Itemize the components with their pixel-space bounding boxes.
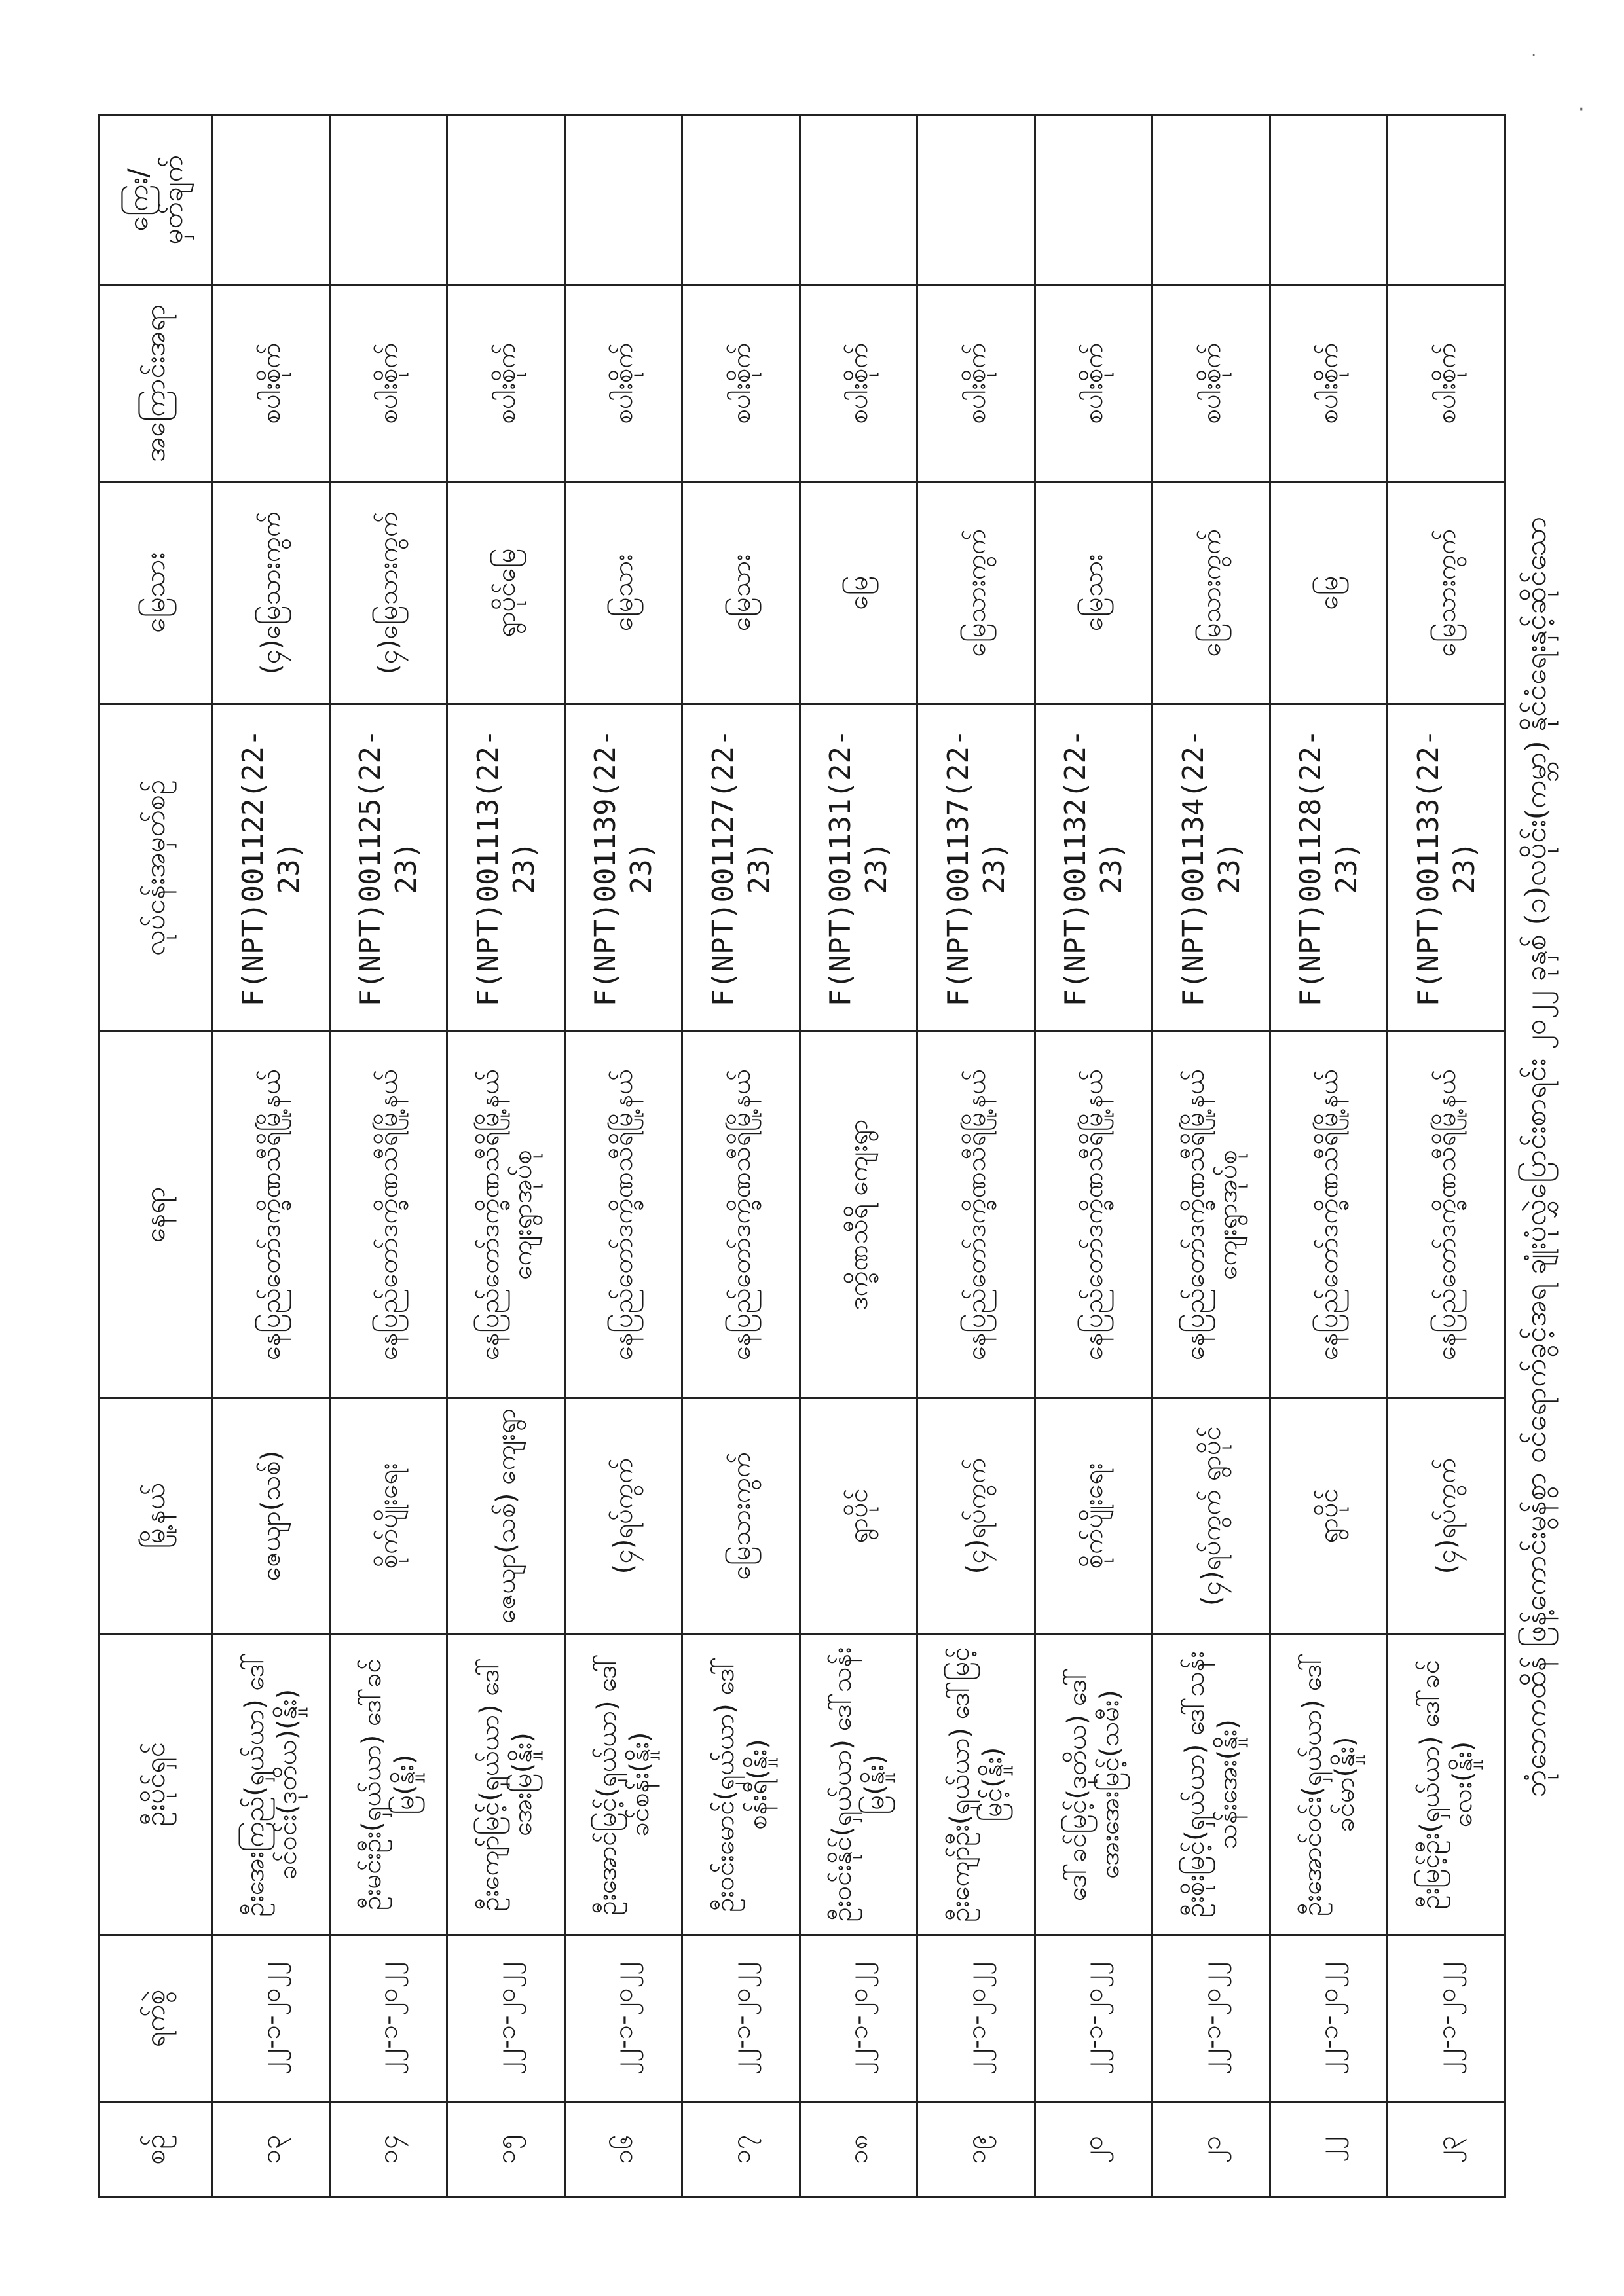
cell-land-type: မြေသား — [682, 482, 800, 704]
cell-no: ၂၃ — [1388, 2102, 1505, 2197]
cell-location: နေပြည်တော်ဒက္ခိဏသီရိမြို့နယ် ကျေးရွာအုပ်စု — [1153, 1032, 1270, 1398]
cell-no: ၁၅ — [447, 2102, 565, 2197]
cell-land-type: မြေသားကွက် — [917, 482, 1035, 704]
table-row — [917, 115, 1035, 2197]
cell-date: ၂၂-၁-၂၀၂၂ — [1035, 1935, 1153, 2102]
cell-township: ဇေယျာ(သစ်) ကျေးရွာ — [447, 1398, 565, 1634]
cell-category: စပါးစိုက် — [917, 285, 1035, 482]
cell-owner: ဦးမြင့်ဦး(ရှယ်ယာ) ဒေါ်ခင်လေး(နှိုး) — [1388, 1634, 1505, 1935]
cell-remark — [564, 115, 682, 285]
table-row — [329, 115, 447, 2197]
cell-no: ၁၉ — [917, 2102, 1035, 2197]
cell-reg-id: F(NPT)001137(22-23) — [917, 704, 1035, 1032]
cell-category: စပါးစိုက် — [564, 285, 682, 482]
cell-township: (၄)ရပ်ကွက် — [1388, 1398, 1505, 1634]
cell-land-type: မြေသား — [564, 482, 682, 704]
cell-land-type: (၄)မြေသားကွက် — [329, 482, 447, 704]
register-table — [98, 114, 1506, 2198]
cell-category: စပါးစိုက် — [1388, 285, 1505, 482]
cell-township: မြေသားကွက် — [682, 1398, 800, 1634]
cell-reg-id: F(NPT)001113(22-23) — [447, 704, 565, 1032]
header-land-type: မြေသား — [100, 482, 212, 704]
cell-land-type: မြေသားကွက် — [1153, 482, 1270, 704]
cell-category: စပါးစိုက် — [212, 285, 330, 482]
cell-owner: ဦးမင်းဦး(ရှယ်ယာ) ဒေါ်ခင်မြ(နှိုး) — [329, 1634, 447, 1935]
cell-no: ၂၀ — [1035, 2102, 1153, 2197]
cell-owner: ဦးအောင်ဝင်း(ရှယ်ယာ) ဒေါ်ခင်မာ(နှိုး) — [1270, 1634, 1388, 1935]
cell-reg-id: F(NPT)001131(22-23) — [800, 704, 917, 1032]
table-row — [1270, 115, 1388, 2197]
cell-remark — [447, 115, 565, 285]
cell-remark — [1035, 115, 1153, 285]
cell-remark — [682, 115, 800, 285]
cell-township: ရွာပိုင် — [800, 1398, 917, 1634]
cell-reg-id: F(NPT)001139(22-23) — [564, 704, 682, 1032]
cell-date: ၂၂-၁-၂၀၂၂ — [682, 1935, 800, 2102]
cell-location: နေပြည်တော်ဒက္ခိဏသီရိမြို့နယ် — [564, 1032, 682, 1398]
cell-category: စပါးစိုက် — [682, 285, 800, 482]
header-township: မြို့နယ် — [100, 1398, 212, 1634]
cell-remark — [1153, 115, 1270, 285]
cell-location: နေပြည်တော်ဒက္ခိဏသီရိမြို့နယ် — [1035, 1032, 1153, 1398]
cell-date: ၂၂-၁-၂၀၂၂ — [917, 1935, 1035, 2102]
scan-speck: · — [1531, 46, 1537, 65]
table-row — [1153, 115, 1270, 2197]
cell-owner: ဦးအေးကြည်(ရှယ်ယာ) ဒေါ်ခင်ဝင်း(ဒုတိယ)(နှိုး) — [212, 1634, 330, 1935]
cell-no: ၁၃ — [212, 2102, 330, 2197]
cell-owner: ဦးဝင်းမောင်(ရှယ်ယာ) ဒေါ်စန်းရီ(နှိုး) — [682, 1634, 800, 1935]
cell-date: ၂၂-၁-၂၀၂၂ — [447, 1935, 565, 2102]
cell-category: စပါးစိုက် — [800, 285, 917, 482]
cell-location: နေပြည်တော်ဒက္ခိဏသီရိမြို့နယ် ကျေးရွာအုပ်စု — [447, 1032, 565, 1398]
cell-location: နေပြည်တော်ဒက္ခိဏသီရိမြို့နယ် — [682, 1032, 800, 1398]
cell-township: စိုက်ပျိုးရေး — [1035, 1398, 1153, 1634]
cell-land-type: ရွာပိုင်မြေ — [447, 482, 565, 704]
cell-owner: ဦးစိုးမြင့်(ရှယ်ယာ) ဒေါ်သန်းသန်းအေး(နှိုး) — [1153, 1634, 1270, 1935]
cell-owner: ဦးကျော်မြင့်(ရှယ်ယာ) ဒေါ်အေးမြ(နှိုး) — [447, 1634, 565, 1935]
cell-reg-id: F(NPT)001127(22-23) — [682, 704, 800, 1032]
cell-remark — [212, 115, 330, 285]
cell-no: ၁၇ — [682, 2102, 800, 2197]
cell-land-type: မြေသား — [1035, 482, 1153, 704]
cell-owner: ဦးဝင်းနိုင်(ရှယ်ယာ) ဒေါ်သန်းမြ(နှိုး) — [800, 1634, 917, 1935]
cell-date: ၂၂-၁-၂၀၂၂ — [329, 1935, 447, 2102]
header-no: စဉ် — [100, 2102, 212, 2197]
header-category: အကြောင်းအရာ — [100, 285, 212, 482]
table-row — [447, 115, 565, 2197]
cell-township: စိုက်ပျိုးရေး — [329, 1398, 447, 1634]
cell-remark — [1388, 115, 1505, 285]
cell-no: ၁၈ — [800, 2102, 917, 2197]
cell-township: ရွာပိုင် — [1270, 1398, 1388, 1634]
cell-category: စပါးစိုက် — [1153, 285, 1270, 482]
header-owner: ဦးပိုင်ရှင် — [100, 1634, 212, 1935]
scan-speck: · — [1578, 98, 1585, 121]
cell-category: စပါးစိုက် — [1270, 285, 1388, 482]
cell-no: ၁၄ — [329, 2102, 447, 2197]
cell-reg-id: F(NPT)001132(22-23) — [1035, 704, 1153, 1032]
cell-land-type: မြေသားကွက် — [1388, 482, 1505, 704]
cell-category: စပါးစိုက် — [447, 285, 565, 482]
cell-category: စပါးစိုက် — [1035, 285, 1153, 482]
header-row — [100, 115, 212, 2197]
document-title: ဘုံဘေကထိန် ဖြန့်ကောင်းမွန်စွာ ဝင်ရောက်ခွင့်အရ ချုံးပုံလွှဲပြောင်းစာရင်း ၂၀၂၂ ခုနှစ် (၁)လပိုင်း(ကမ္ဘာ) နိုင်ငံရေးနှင့်ဆိုင်သော — [1519, 516, 1553, 1798]
cell-reg-id: F(NPT)001128(22-23) — [1270, 704, 1388, 1032]
header-reg-id: လုပ်ငန်းအမှတ်စဉ် — [100, 704, 212, 1032]
cell-no: ၁၆ — [564, 2102, 682, 2197]
cell-owner: ဒေါ်ခင်မြင့်(ဒုတိယ) ဒေါ်အေးအေးမြင့်(သမီး) — [1035, 1634, 1153, 1935]
cell-date: ၂၂-၁-၂၀၂၂ — [212, 1935, 330, 2102]
cell-remark — [800, 115, 917, 285]
cell-date: ၂၂-၁-၂၀၂၂ — [1270, 1935, 1388, 2102]
cell-remark — [917, 115, 1035, 285]
table-row — [1035, 115, 1153, 2197]
cell-reg-id: F(NPT)001122(22-23) — [212, 704, 330, 1032]
header-remark: ကြေး/မှတ်ချက် — [100, 115, 212, 285]
cell-location: နေပြည်တော်ဒက္ခိဏသီရိမြို့နယ် — [1270, 1032, 1388, 1398]
cell-date: ၂၂-၁-၂၀၂၂ — [1153, 1935, 1270, 2102]
cell-reg-id: F(NPT)001125(22-23) — [329, 704, 447, 1032]
cell-township: (၄)ရပ်ကွက် — [564, 1398, 682, 1634]
cell-date: ၂၂-၁-၂၀၂၂ — [1388, 1935, 1505, 2102]
cell-land-type: မြေ — [800, 482, 917, 704]
table-row — [682, 115, 800, 2197]
table-row — [212, 115, 330, 2197]
cell-no: ၂၁ — [1153, 2102, 1270, 2197]
cell-no: ၂၂ — [1270, 2102, 1388, 2197]
cell-location: ဒက္ခိဏသီရိ ကျေးရွာ — [800, 1032, 917, 1398]
cell-owner: ဦးကျော်ဦး(ရှယ်ယာ) ဒေါ်မြင့်မြင့်(နှိုး) — [917, 1634, 1035, 1935]
cell-location: နေပြည်တော်ဒက္ခိဏသီရိမြို့နယ် — [329, 1032, 447, 1398]
cell-township: (၄)ရပ်ကွက် ရွာပိုင် — [1153, 1398, 1270, 1634]
table-row — [564, 115, 682, 2197]
header-location: နေရာ — [100, 1032, 212, 1398]
cell-date: ၂၂-၁-၂၀၂၂ — [564, 1935, 682, 2102]
cell-remark — [329, 115, 447, 285]
cell-location: နေပြည်တော်ဒက္ခိဏသီရိမြို့နယ် — [212, 1032, 330, 1398]
cell-land-type: မြေ — [1270, 482, 1388, 704]
cell-owner: ဦးအောင်မြင့်(ရှယ်ယာ) ဒေါ်ခင်စန်း(နှိုး) — [564, 1634, 682, 1935]
cell-date: ၂၂-၁-၂၀၂၂ — [800, 1935, 917, 2102]
cell-remark — [1270, 115, 1388, 285]
table-row — [800, 115, 917, 2197]
cell-reg-id: F(NPT)001134(22-23) — [1153, 704, 1270, 1032]
cell-location: နေပြည်တော်ဒက္ခိဏသီရိမြို့နယ် — [1388, 1032, 1505, 1398]
cell-reg-id: F(NPT)001133(22-23) — [1388, 704, 1505, 1032]
cell-township: (၄)ရပ်ကွက် — [917, 1398, 1035, 1634]
header-date: ရက်စွဲ — [100, 1935, 212, 2102]
table-row — [1388, 115, 1505, 2197]
cell-land-type: (၄)မြေသားကွက် — [212, 482, 330, 704]
cell-township: ဇေယျာ(သစ်) — [212, 1398, 330, 1634]
cell-category: စပါးစိုက် — [329, 285, 447, 482]
cell-location: နေပြည်တော်ဒက္ခိဏသီရိမြို့နယ် — [917, 1032, 1035, 1398]
